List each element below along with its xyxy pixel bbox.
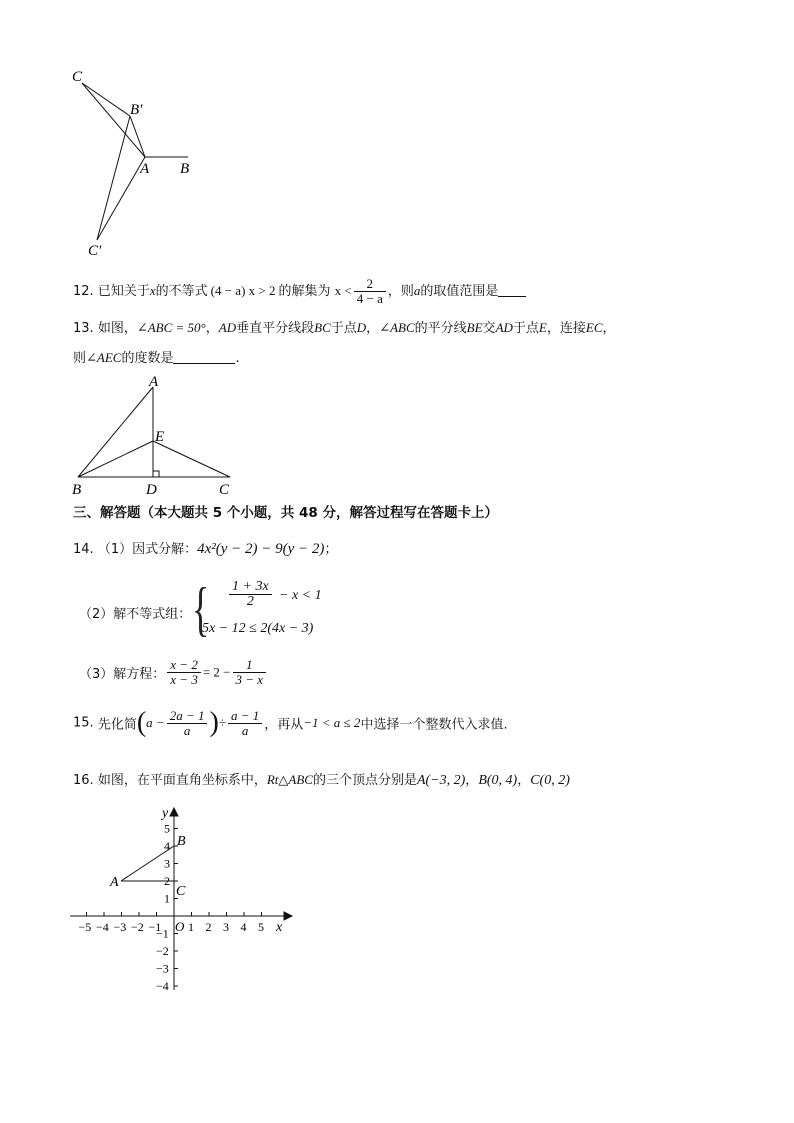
q13-angle-value: ∠ABC = 50° bbox=[136, 320, 206, 335]
q13-text: 于点 bbox=[330, 321, 357, 336]
q13-text: 则 bbox=[73, 351, 87, 366]
q15-left-paren: ( bbox=[136, 707, 147, 738]
y-tick-label: 1 bbox=[164, 891, 170, 906]
q14-p3-lnum: x − 2 bbox=[167, 658, 201, 673]
question-14-part1 bbox=[73, 539, 337, 560]
y-tick-label: −3 bbox=[156, 961, 169, 976]
label-A: A bbox=[149, 374, 159, 390]
q13-text: 于点 bbox=[512, 321, 539, 336]
y-tick-label: 2 bbox=[164, 874, 170, 888]
label-B: B bbox=[72, 482, 82, 498]
q14-number: 14. bbox=[73, 542, 94, 557]
q12-fraction bbox=[354, 277, 386, 306]
q14-p3-label: （3）解方程： bbox=[79, 667, 166, 682]
q15-text: ，再从 bbox=[264, 717, 304, 733]
y-tick-label: 3 bbox=[164, 856, 170, 871]
q14-p2-first-rest: − x < 1 bbox=[279, 588, 322, 603]
q15-den1: a bbox=[183, 722, 191, 738]
q15-range: −1 < a ≤ 2 bbox=[303, 715, 361, 730]
label-B: B bbox=[180, 161, 190, 177]
figure-q13 bbox=[65, 372, 245, 498]
q14-p3-rnum: 1 bbox=[233, 658, 267, 673]
q13-seg-ad: AD bbox=[218, 320, 237, 335]
point-label-A: A bbox=[110, 875, 119, 890]
q12-var-a: a bbox=[413, 283, 421, 298]
q12-number: 12. bbox=[73, 284, 94, 299]
y-axis-arrow bbox=[170, 808, 178, 816]
q13-seg-bc: BC bbox=[314, 320, 331, 335]
q15-fraction-2 bbox=[228, 709, 262, 738]
q13-number: 13. bbox=[73, 321, 94, 336]
q15-number: 15. bbox=[73, 715, 94, 731]
q12-inequality: (4 − a) x > 2 bbox=[210, 283, 276, 298]
q15-fraction-1 bbox=[167, 709, 208, 738]
point-label-B: B bbox=[177, 834, 186, 849]
label-A: A bbox=[140, 161, 150, 177]
q13-text: ， bbox=[602, 321, 616, 336]
question-13-line2 bbox=[73, 348, 240, 369]
x-tick-label: 3 bbox=[223, 920, 229, 934]
y-tick-label: 5 bbox=[164, 821, 170, 836]
q12-answer-blank[interactable] bbox=[498, 282, 526, 297]
label-B-prime: B′ bbox=[130, 102, 143, 118]
q15-num1: 2a − 1 bbox=[167, 709, 208, 724]
q13-text: 交 bbox=[482, 321, 496, 336]
q12-text: 的解集为 bbox=[278, 284, 331, 299]
x-tick-label: −5 bbox=[78, 920, 92, 934]
q15-text: 先化简 bbox=[97, 717, 137, 733]
q13-text: ， bbox=[366, 321, 380, 336]
q14-p2-second-inequality: 5x − 12 ≤ 2(4x − 3) bbox=[202, 621, 314, 636]
y-tick-label: −1 bbox=[156, 926, 169, 941]
q14-text: ； bbox=[324, 542, 338, 557]
x-tick-label: 2 bbox=[205, 920, 212, 934]
q12-frac-num: 2 bbox=[354, 277, 386, 292]
q13-point-d: D bbox=[356, 320, 367, 335]
q15-div: ÷ bbox=[218, 715, 226, 730]
label-C: C bbox=[72, 69, 83, 85]
figure-q11 bbox=[60, 60, 210, 265]
q12-frac-den: 4 − a bbox=[356, 291, 383, 306]
q16-text: 的三个顶点分别是 bbox=[312, 773, 417, 788]
system-brace: { bbox=[192, 576, 210, 642]
q13-seg-ad: AD bbox=[495, 320, 513, 335]
q16-number: 16. bbox=[73, 773, 94, 788]
q13-text: 如图， bbox=[97, 321, 137, 336]
y-tick-label: 4 bbox=[164, 839, 170, 853]
q16-text: ， bbox=[465, 773, 479, 788]
x-tick-label: 4 bbox=[240, 920, 247, 934]
q14-p2-label: （2）解不等式组： bbox=[79, 607, 192, 622]
q13-text: . bbox=[235, 351, 240, 366]
label-D: D bbox=[146, 482, 157, 498]
q13-point-e: E bbox=[538, 320, 547, 335]
q15-a-minus: a − bbox=[146, 715, 165, 730]
q14-p1-expression: 4x²(y − 2) − 9(y − 2) bbox=[197, 541, 325, 557]
q14-p2-num: 1 + 3x bbox=[229, 580, 272, 595]
q16-point-a: A(−3, 2) bbox=[416, 773, 466, 788]
x-tick-label: −3 bbox=[113, 920, 127, 934]
q13-text: ， bbox=[205, 321, 219, 336]
point-label-C: C bbox=[176, 884, 186, 899]
q14-p3-left-fraction bbox=[167, 658, 201, 687]
q12-solution-lhs: x < bbox=[334, 283, 352, 298]
q16-point-c: C(0, 2) bbox=[530, 773, 570, 788]
axis-label-y: y bbox=[162, 806, 169, 821]
q14-p1-label: （1）因式分解： bbox=[97, 542, 198, 557]
question-15 bbox=[73, 707, 508, 739]
x-tick-label: −2 bbox=[131, 920, 144, 934]
x-tick-label: 5 bbox=[258, 920, 264, 934]
origin-label: O bbox=[175, 919, 185, 934]
q13-text: 的平分线 bbox=[414, 321, 467, 336]
q13-text: 垂直平分线段 bbox=[236, 321, 315, 336]
q14-p3-rden: 3 − x bbox=[235, 672, 264, 687]
x-tick-label: 1 bbox=[188, 920, 194, 934]
q15-den2: a bbox=[241, 722, 249, 738]
q13-answer-blank[interactable] bbox=[173, 349, 235, 364]
q13-text: ，连接 bbox=[546, 321, 586, 336]
q16-text: 如图，在平面直角坐标系中， bbox=[97, 773, 267, 788]
question-14-part2 bbox=[79, 576, 479, 644]
q14-p2-fraction bbox=[229, 580, 272, 609]
q12-var-x: x bbox=[149, 283, 156, 298]
q13-text: 的度数是 bbox=[121, 351, 174, 366]
q14-p3-mid: = 2 − bbox=[202, 664, 231, 680]
q16-text: ， bbox=[517, 773, 531, 788]
q15-text: 中选择一个整数代入求值. bbox=[360, 717, 508, 733]
label-C: C bbox=[219, 482, 230, 498]
q12-text: ，则 bbox=[387, 284, 414, 299]
q13-angle: ∠ABC bbox=[379, 320, 415, 335]
q13-angle-aec: ∠AEC bbox=[86, 350, 122, 365]
y-tick-label: −4 bbox=[156, 979, 169, 993]
q15-right-paren: ) bbox=[209, 707, 219, 738]
q14-p2-den: 2 bbox=[246, 594, 254, 609]
q15-num2: a − 1 bbox=[228, 709, 262, 724]
question-13 bbox=[73, 318, 616, 339]
q13-seg-be: BE bbox=[466, 320, 483, 335]
section-3-title: 三、解答题（本大题共 5 个小题，共 48 分，解答过程写在答题卡上） bbox=[73, 505, 498, 521]
label-C-prime: C′ bbox=[88, 243, 102, 259]
figure-q16-coordinate-plane bbox=[62, 800, 297, 1000]
q16-triangle: Rt△ABC bbox=[266, 772, 313, 787]
label-E: E bbox=[155, 429, 165, 445]
question-16 bbox=[73, 770, 570, 791]
q16-point-b: B(0, 4) bbox=[478, 773, 518, 788]
x-tick-label: −4 bbox=[96, 920, 109, 934]
question-12 bbox=[73, 277, 526, 306]
x-tick-label: −1 bbox=[148, 920, 162, 934]
q14-p3-lden: x − 3 bbox=[170, 672, 198, 687]
q13-seg-ec: EC bbox=[585, 320, 603, 335]
q12-text: 的不等式 bbox=[155, 284, 208, 299]
x-axis-arrow bbox=[284, 912, 292, 920]
q12-text: 的取值范围是 bbox=[420, 284, 499, 299]
y-tick-label: −2 bbox=[156, 944, 169, 958]
q14-p3-right-fraction bbox=[233, 658, 267, 687]
axis-label-x: x bbox=[276, 920, 283, 935]
question-14-part3 bbox=[79, 658, 268, 687]
q12-text: 已知关于 bbox=[97, 284, 150, 299]
